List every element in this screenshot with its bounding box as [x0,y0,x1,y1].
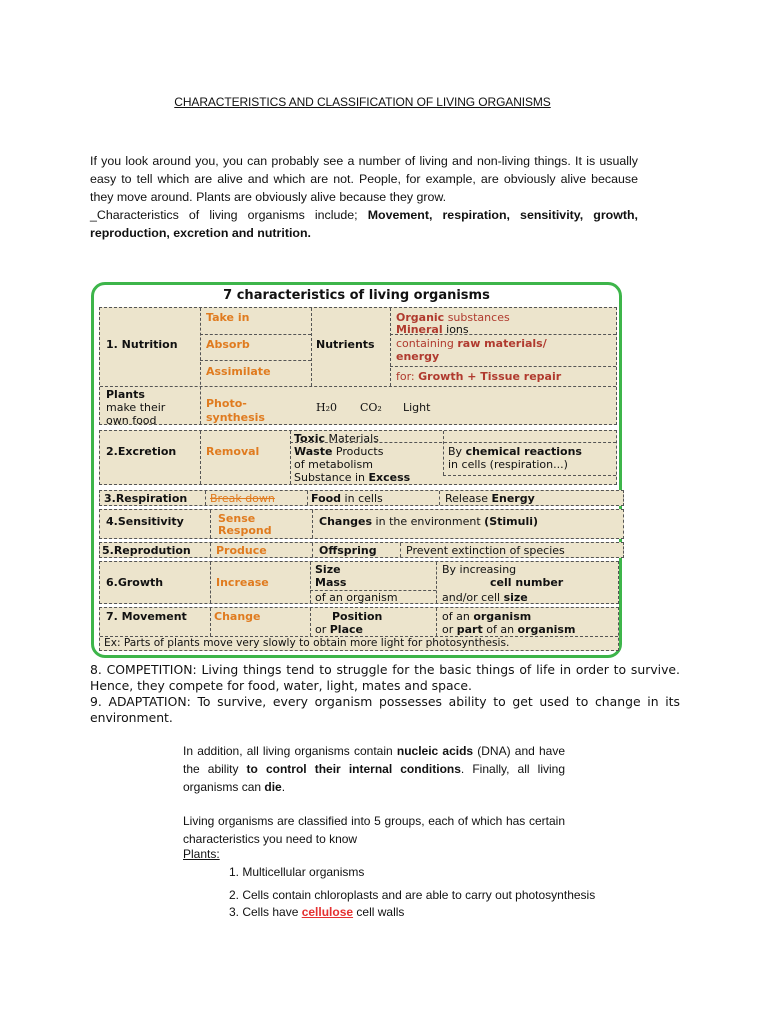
intro-paragraph [90,152,638,242]
assimilate: Assimilate [206,365,271,378]
nutrition-label: 1. Nutrition [106,338,178,351]
respiration-block: 3.Respiration Break down Food in cells Release Energy [99,490,624,506]
photosynthesis: synthesis [206,411,265,424]
internal-conditions: to control their internal conditions [246,762,461,776]
competition-paragraph: 8. COMPETITION: Living things tend to struggle for the basic things of life in order to survive. Hence, they compete for food, water, light, mates and space. [90,662,680,693]
movement-block: 7. Movement Change Position or Place of an organism or part of an organism Ex: Parts of plants move very slowly to obtain more light for photosynthesis. [99,607,619,651]
increase: Increase [216,576,269,589]
characteristics-figure [91,282,622,658]
mineral: Mineral [396,323,443,336]
movement-example: Ex: Parts of plants move very slowly to obtain more light for photosynthesis. [104,637,510,649]
addition-paragraph: In addition, all living organisms contain nucleic acids (DNA) and have the ability to control their internal conditions. Finally, all living organisms can die. [183,744,566,794]
classification-intro: Living organisms are classified into 5 groups, each of which has certain characteristics you need to know [183,814,565,846]
break-down: Break down [210,492,275,505]
sensitivity-block: 4.Sensitivity Sense Respond Changes in the environment (Stimuli) [99,509,624,539]
characteristics-list: Movement, respiration, sensitivity, growth, reproduction, excretion and nutrition. [90,208,638,240]
organic: Organic [396,311,445,324]
plants-item-3: 3. Cells have cellulose cell walls [229,905,405,919]
plants-label: Plants [106,388,145,401]
page-title: CHARACTERISTICS AND CLASSIFICATION OF LIVING ORGANISMS [174,95,551,109]
removal: Removal [206,445,260,458]
energy: energy [396,350,440,363]
plants-item-2: 2. Cells contain chloroplasts and are able to carry out photosynthesis [229,888,596,902]
adaptation-paragraph: 9. ADAPTATION: To survive, every organism possesses ability to get used to change in its environment. [90,694,680,725]
growth-repair: Growth + Tissue repair [418,370,562,383]
growth-label: 6.Growth [106,576,164,589]
respond: Respond [218,524,272,537]
reproduction-block: 5.Reprodution Produce Offspring Prevent extinction of species [99,542,624,558]
reproduction-label: 5.Reprodution [102,544,191,557]
nucleic-acids: nucleic acids [396,744,474,758]
take-in: Take in [206,311,250,324]
plants-item-1: 1. Multicellular organisms [229,865,365,879]
movement-label: 7. Movement [106,610,187,623]
nutrients: Nutrients [316,338,375,351]
intro-text: If you look around you, you can probably see a number of living and non-living things. It is usually easy to tell which are alive and which are not. People, for example, are obviously alive because they move around. Plants are obviously alive because they grow. [90,154,638,204]
characteristics-prefix: _Characteristics of living organisms include; [90,208,368,222]
cellulose: cellulose [301,905,354,919]
change: Change [214,610,261,623]
die: die [264,780,282,794]
respiration-label: 3.Respiration [104,492,188,505]
growth-block: 6.Growth Increase Size Mass of an organism By increasing cell number and/or cell size [99,561,619,604]
absorb: Absorb [206,338,250,351]
offspring: Offspring [319,544,377,557]
excretion-label: 2.Excretion [106,445,177,458]
figure-title: 7 characteristics of living organisms [223,288,490,303]
raw-materials: raw materials/ [457,337,547,350]
sensitivity-label: 4.Sensitivity [106,515,184,528]
excretion-block: 2.Excretion Removal Toxic Materials Waste Products of metabolism Substance in Excess By chemical reactions in cells (respiration...) [99,430,617,485]
sense: Sense [218,512,256,525]
produce: Produce [216,544,267,557]
plants-heading: Plants: [183,847,220,861]
nutrition-block: 1. Nutrition Take in Absorb Assimilate Nutrients Organic substances Mineral ions containing raw materials/ energy for: Growth + Tissue repair Plants make their own food Photo- synthesis H₂0 CO₂ Light [99,307,617,425]
